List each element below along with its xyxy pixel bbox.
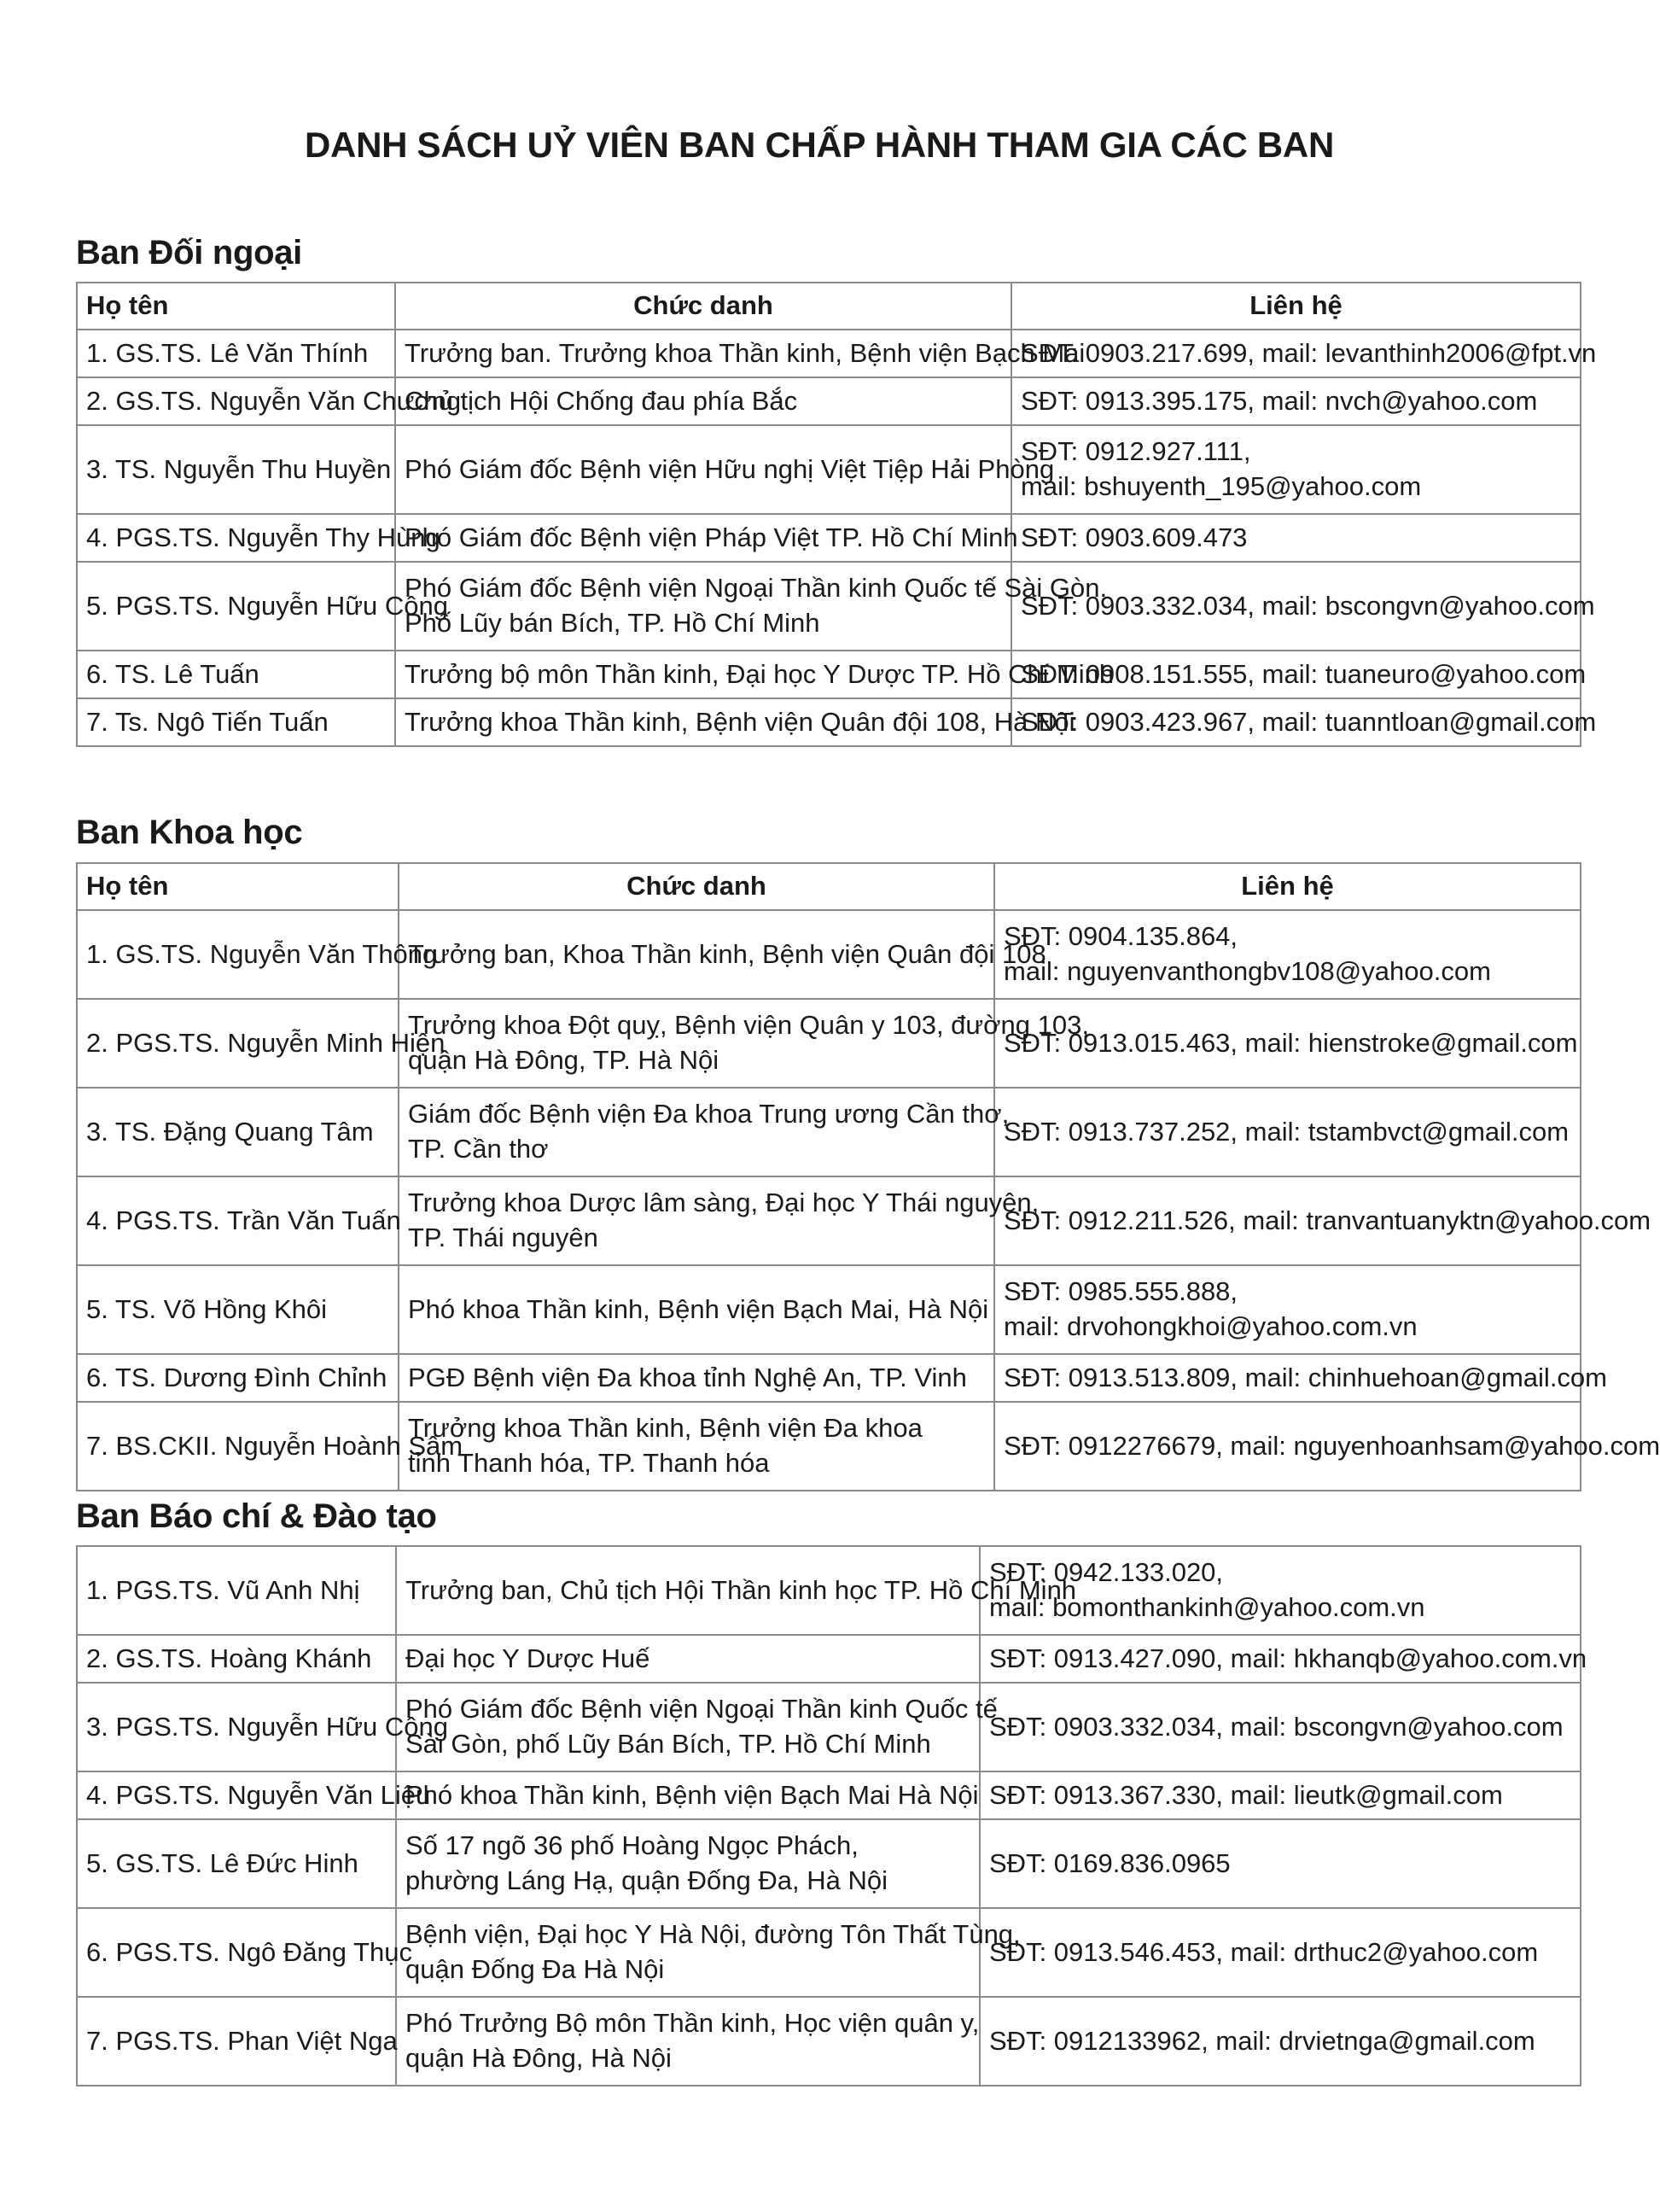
member-title-line: PGĐ Bệnh viện Đa khoa tỉnh Nghệ An, TP. Vinh: [408, 1362, 967, 1392]
member-name: 1. GS.TS. Lê Văn Thính: [86, 337, 369, 368]
member-name: 5. GS.TS. Lê Đức Hinh: [86, 1847, 358, 1878]
member-title-line: Đại học Y Dược Huế: [405, 1643, 650, 1673]
member-title-line: Trưởng bộ môn Thần kinh, Đại học Y Dược TP. Hồ Chí Minh: [405, 658, 1115, 689]
member-contact-line: SĐT: 0912.211.526, mail: tranvantuanyktn@yahoo.com: [1004, 1205, 1651, 1235]
table-row: [77, 1819, 1581, 1908]
member-name-cell: [77, 330, 395, 377]
member-title-line: Sài Gòn, phố Lũy Bán Bích, TP. Hồ Chí Minh: [405, 1729, 931, 1759]
ban-bao-chi-dao-tao-table: [76, 1545, 1587, 2087]
member-contact-cell: [980, 1771, 1581, 1819]
member-title-line: Phó Giám đốc Bệnh viện Ngoại Thần kinh Quốc tế: [405, 1694, 998, 1725]
member-title-line: Trưởng khoa Thần kinh, Bệnh viện Quân đội 108, Hà Nội: [405, 706, 1075, 737]
member-name: 7. Ts. Ngô Tiến Tuấn: [86, 706, 329, 737]
member-contact-cell: [994, 910, 1581, 999]
member-title-cell: [396, 1635, 980, 1683]
member-contact-cell: [1011, 651, 1587, 698]
member-title-cell: [396, 1997, 980, 2086]
member-title-line: Chủ tịch Hội Chống đau phía Bắc: [405, 385, 798, 416]
member-contact-cell: [980, 1908, 1581, 1997]
member-contact-line: SĐT: 0904.135.864,: [1004, 921, 1238, 952]
column-header-ho-ten: Họ tên: [77, 863, 399, 910]
table-header-row: [77, 863, 1581, 910]
section-heading-ban-bao-chi-dao-tao: Ban Báo chí & Đào tạo: [76, 1497, 437, 1535]
table-row: [77, 651, 1581, 698]
member-contact-cell: [1011, 698, 1597, 746]
member-contact-cell: [994, 1176, 1651, 1265]
member-name-cell: [77, 1771, 431, 1819]
member-contact-line: SĐT: 0913.395.175, mail: nvch@yahoo.com: [1021, 385, 1538, 416]
member-title-line: TP. Cần thơ: [408, 1134, 549, 1164]
member-title-line: tỉnh Thanh hóa, TP. Thanh hóa: [408, 1448, 770, 1478]
member-contact-line: SĐT: 0169.836.0965: [989, 1847, 1231, 1878]
member-name: 6. PGS.TS. Ngô Đăng Thục: [86, 1936, 412, 1967]
member-contact-line: SĐT: 0913.513.809, mail: chinhuehoan@gmail.com: [1004, 1362, 1607, 1392]
member-name: 3. TS. Đặng Quang Tâm: [86, 1116, 374, 1147]
member-name: 2. GS.TS. Hoàng Khánh: [86, 1643, 372, 1673]
member-title-cell: [396, 1683, 998, 1771]
table-row: [77, 910, 1581, 999]
table-row: [77, 1997, 1581, 2086]
member-title-line: Giám đốc Bệnh viện Đa khoa Trung ương Cần thơ,: [408, 1099, 1010, 1129]
member-name-cell: [77, 698, 395, 746]
member-title-line: Phó khoa Thần kinh, Bệnh viện Bạch Mai, Hà Nội: [408, 1293, 989, 1324]
member-name: 3. TS. Nguyễn Thu Huyền: [86, 453, 392, 484]
table-row: [77, 562, 1581, 651]
member-name: 7. PGS.TS. Phan Việt Nga: [86, 2025, 398, 2056]
member-title-line: Phố Lũy bán Bích, TP. Hồ Chí Minh: [405, 608, 820, 638]
member-name-cell: [77, 1402, 463, 1491]
member-contact-line: SĐT: 0912133962, mail: drvietnga@gmail.com: [989, 2025, 1535, 2056]
member-title-cell: [395, 562, 1108, 651]
member-name-cell: [77, 1683, 448, 1771]
member-contact-line: mail: nguyenvanthongbv108@yahoo.com: [1004, 956, 1491, 986]
member-name-cell: [77, 1088, 399, 1176]
member-name-cell: [77, 562, 448, 651]
member-name-cell: [77, 514, 440, 562]
member-title-cell: [396, 1771, 980, 1819]
member-name: 6. TS. Lê Tuấn: [86, 658, 259, 689]
table-row: [77, 330, 1581, 377]
member-title-cell: [395, 514, 1018, 562]
table-row: [77, 1265, 1581, 1354]
member-contact-cell: [980, 1683, 1581, 1771]
member-title-cell: [399, 1088, 1010, 1176]
member-title-cell: [396, 1819, 980, 1908]
member-title-line: Phó Giám đốc Bệnh viện Hữu nghị Việt Tiệp Hải Phòng: [405, 453, 1055, 484]
member-contact-cell: [994, 1354, 1607, 1402]
ban-khoa-hoc-table: [76, 862, 1660, 1491]
column-header-lien-he: Liên hệ: [1011, 283, 1581, 330]
member-contact-line: SĐT: 0942.133.020,: [989, 1557, 1224, 1588]
member-name-cell: [77, 910, 438, 999]
table-row: [77, 377, 1581, 425]
member-contact-cell: [1011, 330, 1597, 377]
member-title-line: quận Đống Đa Hà Nội: [405, 1954, 665, 1984]
table-row: [77, 1546, 1581, 1635]
member-name: 7. BS.CKII. Nguyễn Hoành Sâm: [86, 1430, 463, 1461]
member-contact-line: SĐT: 0913.367.330, mail: lieutk@gmail.com: [989, 1779, 1503, 1810]
member-name: 4. PGS.TS. Trần Văn Tuấn: [86, 1205, 401, 1235]
table-row: [77, 999, 1581, 1088]
member-title-cell: [399, 999, 1089, 1088]
member-name: 1. GS.TS. Nguyễn Văn Thông: [86, 938, 438, 969]
member-name: 3. PGS.TS. Nguyễn Hữu Công: [86, 1711, 448, 1742]
member-name: 1. PGS.TS. Vũ Anh Nhị: [86, 1574, 360, 1605]
member-title-line: phường Láng Hạ, quận Đống Đa, Hà Nội: [405, 1865, 888, 1895]
member-title-line: Phó Giám đốc Bệnh viện Pháp Việt TP. Hồ Chí Minh: [405, 522, 1018, 552]
member-contact-line: mail: drvohongkhoi@yahoo.com.vn: [1004, 1311, 1418, 1341]
member-contact-line: SĐT: 0913.015.463, mail: hienstroke@gmail.com: [1004, 1027, 1578, 1058]
ban-doi-ngoai-table: [76, 282, 1597, 747]
member-contact-line: SĐT: 0903.332.034, mail: bscongvn@yahoo.com: [989, 1711, 1564, 1742]
member-contact-line: SĐT: 0903.609.473: [1021, 522, 1248, 552]
member-contact-line: SĐT: 0912.927.111,: [1021, 436, 1251, 467]
member-contact-line: SĐT: 0903.217.699, mail: levanthinh2006@fpt.vn: [1021, 337, 1597, 368]
column-header-lien-he: Liên hệ: [994, 863, 1581, 910]
member-contact-line: SĐT: 0908.151.555, mail: tuaneuro@yahoo.com: [1021, 658, 1587, 689]
member-title-line: quận Hà Đông, Hà Nội: [405, 2043, 672, 2073]
member-contact-line: SĐT: 0913.427.090, mail: hkhanqb@yahoo.com.vn: [989, 1643, 1587, 1673]
member-name-cell: [77, 1997, 396, 2086]
member-contact-cell: [980, 1635, 1587, 1683]
member-name-cell: [77, 425, 395, 514]
member-name: 5. TS. Võ Hồng Khôi: [86, 1293, 328, 1324]
member-contact-cell: [980, 1819, 1581, 1908]
table-row: [77, 1908, 1581, 1997]
member-contact-cell: [1011, 514, 1581, 562]
table-header-row: [77, 283, 1581, 330]
member-name-cell: [77, 1176, 399, 1265]
table-row: [77, 1402, 1581, 1491]
member-title-line: Trưởng khoa Dược lâm sàng, Đại học Y Thái nguyên,: [408, 1188, 1040, 1218]
member-contact-line: SĐT: 0913.737.252, mail: tstambvct@gmail.com: [1004, 1116, 1570, 1147]
table-row: [77, 1176, 1581, 1265]
member-title-cell: [396, 1546, 1077, 1635]
member-title-line: TP. Thái nguyên: [408, 1223, 598, 1252]
member-name-cell: [77, 1354, 399, 1402]
member-title-line: Phó khoa Thần kinh, Bệnh viện Bạch Mai Hà Nội: [405, 1779, 979, 1810]
member-title-cell: [395, 651, 1115, 698]
table-row: [77, 698, 1581, 746]
member-name-cell: [77, 1635, 396, 1683]
member-contact-cell: [980, 1546, 1581, 1635]
member-name-cell: [77, 999, 446, 1088]
table-row: [77, 1683, 1581, 1771]
member-title-cell: [399, 1265, 994, 1354]
member-contact-line: SĐT: 0912276679, mail: nguyenhoanhsam@yahoo.com: [1004, 1430, 1660, 1461]
member-name-cell: [77, 1265, 399, 1354]
table-row: [77, 1354, 1581, 1402]
member-name: 6. TS. Dương Đình Chỉnh: [86, 1362, 387, 1392]
member-contact-line: SĐT: 0913.546.453, mail: drthuc2@yahoo.com: [989, 1936, 1539, 1967]
column-header-chuc-danh: Chức danh: [395, 283, 1011, 330]
page-title: DANH SÁCH UỶ VIÊN BAN CHẤP HÀNH THAM GIA CÁC BAN: [305, 125, 1334, 165]
member-contact-line: SĐT: 0903.332.034, mail: bscongvn@yahoo.com: [1021, 590, 1595, 621]
section-heading-ban-khoa-hoc: Ban Khoa học: [76, 814, 303, 851]
member-contact-cell: [1011, 377, 1581, 425]
member-title-line: Số 17 ngõ 36 phố Hoàng Ngọc Phách,: [405, 1830, 859, 1861]
member-title-cell: [396, 1908, 1021, 1997]
member-name-cell: [77, 651, 395, 698]
member-name: 4. PGS.TS. Nguyễn Thy Hùng: [86, 522, 440, 552]
member-name: 5. PGS.TS. Nguyễn Hữu Công: [86, 590, 448, 621]
member-title-line: Trưởng ban, Khoa Thần kinh, Bệnh viện Quân đội 108: [408, 938, 1046, 969]
table-row: [77, 1771, 1581, 1819]
member-name: 4. PGS.TS. Nguyễn Văn Liệu: [86, 1779, 431, 1810]
member-name-cell: [77, 1546, 396, 1635]
table-row: [77, 1635, 1581, 1683]
member-title-line: Trưởng khoa Thần kinh, Bệnh viện Đa khoa: [408, 1413, 923, 1444]
member-title-line: Trưởng ban, Chủ tịch Hội Thần kinh học TP. Hồ Chí Minh: [405, 1574, 1077, 1605]
column-header-chuc-danh: Chức danh: [399, 863, 994, 910]
member-title-cell: [395, 425, 1055, 514]
member-contact-line: SĐT: 0985.555.888,: [1004, 1276, 1238, 1307]
section-heading-ban-doi-ngoai: Ban Đối ngoại: [76, 234, 302, 271]
member-title-cell: [395, 698, 1075, 746]
member-name: 2. PGS.TS. Nguyễn Minh Hiện: [86, 1027, 446, 1058]
member-title-cell: [399, 1176, 1040, 1265]
member-name-cell: [77, 1819, 396, 1908]
member-name: 2. GS.TS. Nguyễn Văn Chương: [86, 385, 462, 416]
member-title-line: quận Hà Đông, TP. Hà Nội: [408, 1045, 719, 1075]
member-title-line: Bệnh viện, Đại học Y Hà Nội, đường Tôn Thất Tùng,: [405, 1919, 1021, 1950]
member-contact-cell: [980, 1997, 1581, 2086]
table-row: [77, 1088, 1581, 1176]
member-name-cell: [77, 377, 462, 425]
member-contact-cell: [994, 1402, 1660, 1491]
member-contact-line: mail: bomonthankinh@yahoo.com.vn: [989, 1592, 1425, 1622]
member-contact-cell: [994, 1265, 1581, 1354]
member-title-line: Trưởng khoa Đột quỵ, Bệnh viện Quân y 103, đường 103,: [408, 1010, 1089, 1041]
member-title-line: Trưởng ban. Trưởng khoa Thần kinh, Bệnh viện Bạch Mai: [405, 337, 1086, 368]
member-title-cell: [395, 377, 1011, 425]
member-title-cell: [399, 1402, 994, 1491]
member-contact-line: mail: bshuyenth_195@yahoo.com: [1021, 471, 1422, 501]
member-contact-cell: [1011, 425, 1581, 514]
member-contact-line: SĐT: 0903.423.967, mail: tuanntloan@gmail.com: [1021, 706, 1597, 737]
member-title-line: Phó Giám đốc Bệnh viện Ngoại Thần kinh Quốc tế Sài Gòn.: [405, 573, 1108, 604]
member-title-cell: [399, 910, 1046, 999]
member-title-line: Phó Trưởng Bộ môn Thần kinh, Học viện quân y,: [405, 2008, 980, 2039]
member-name-cell: [77, 1908, 412, 1997]
member-title-cell: [395, 330, 1086, 377]
table-row: [77, 425, 1581, 514]
member-contact-cell: [994, 1088, 1581, 1176]
table-row: [77, 514, 1581, 562]
member-title-cell: [399, 1354, 994, 1402]
column-header-ho-ten: Họ tên: [77, 283, 395, 330]
